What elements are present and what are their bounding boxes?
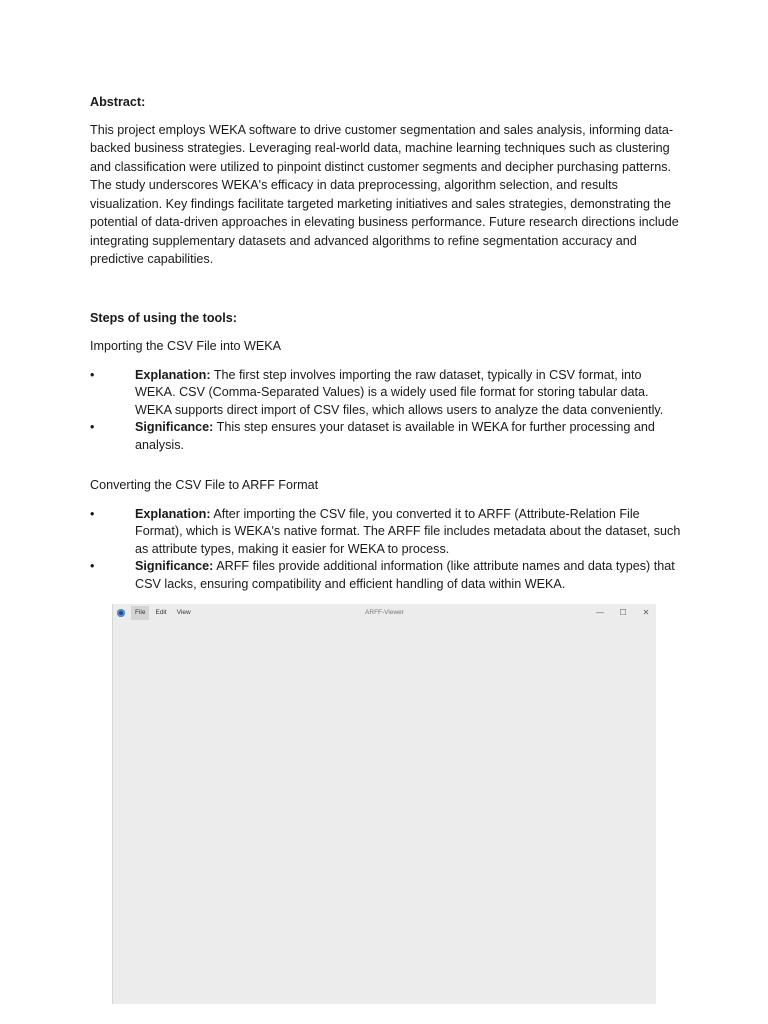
list-item [90,367,682,420]
section-title: Converting the CSV File to ARFF Format [90,478,319,492]
bullet-text: This step ensures your dataset is available in WEKA for further processing and analysis. [135,420,655,452]
window-titlebar[interactable] [113,604,656,622]
abstract-heading: Abstract: [90,95,146,109]
bullet-marker: • [90,420,95,434]
list-item [90,506,682,559]
bullet-term: Significance: [135,559,214,573]
steps-heading: Steps of using the tools: [90,310,237,325]
minimize-icon[interactable]: — [596,608,604,617]
close-icon[interactable]: ✕ [642,608,650,617]
bullet-term: Explanation: [135,506,211,521]
menu-file[interactable]: File [131,606,149,620]
section-convert-arff [90,476,682,593]
bullet-text: ARFF files provide additional information (like attribute names and data types) that CSV lacks, ensuring compatibility and efficient handling of data within WEKA. [135,559,675,591]
window-controls [596,604,650,622]
maximize-icon[interactable]: ☐ [619,608,627,617]
menu-view[interactable]: View [176,609,191,616]
window-title: ARFF-Viewer [365,609,404,616]
section-import-csv [90,337,682,454]
menu-edit[interactable]: Edit [155,609,167,616]
bullet-marker: • [90,559,95,573]
menu-bar [131,606,195,620]
bullet-marker: • [90,367,95,382]
bullet-list [90,367,682,455]
bullet-list [90,506,682,594]
bullet-marker: • [90,506,95,521]
list-item [90,558,682,593]
arff-viewer-window [112,604,656,1004]
bullet-term: Explanation: [135,367,211,382]
section-title: Importing the CSV File into WEKA [90,339,282,353]
document-page [90,93,682,593]
bullet-text: After importing the CSV file, you converted it to ARFF (Attribute-Relation File Format), which is WEKA's native format. The ARFF file includes metadata about the dataset, such as attribute types, making it easier for WEKA to process. [135,506,681,556]
bullet-term: Significance: [135,420,214,434]
bullet-text: The first step involves importing the raw dataset, typically in CSV format, into WEKA. CSV (Comma-Separated Values) is a widely used file format for storing tabular data. WEKA supports direct import of CSV files, which allows users to analyze the data conveniently. [135,367,664,417]
weka-app-icon [117,609,125,617]
list-item [90,419,682,454]
abstract-text: This project employs WEKA software to drive customer segmentation and sales analysis, informing data-backed business strategies. Leveraging real-world data, machine learning techniques such as clustering and classification were utilized to pinpoint distinct customer segments and decipher purchasing patterns. The study underscores WEKA's efficacy in data preprocessing, algorithm selection, and results visualization. Key findings facilitate targeted marketing initiatives and sales strategies, demonstrating the potential of data-driven approaches in elevating business performance. Future research directions include integrating supplementary datasets and advanced algorithms to refine segmentation accuracy and predictive capabilities. [90,122,679,266]
